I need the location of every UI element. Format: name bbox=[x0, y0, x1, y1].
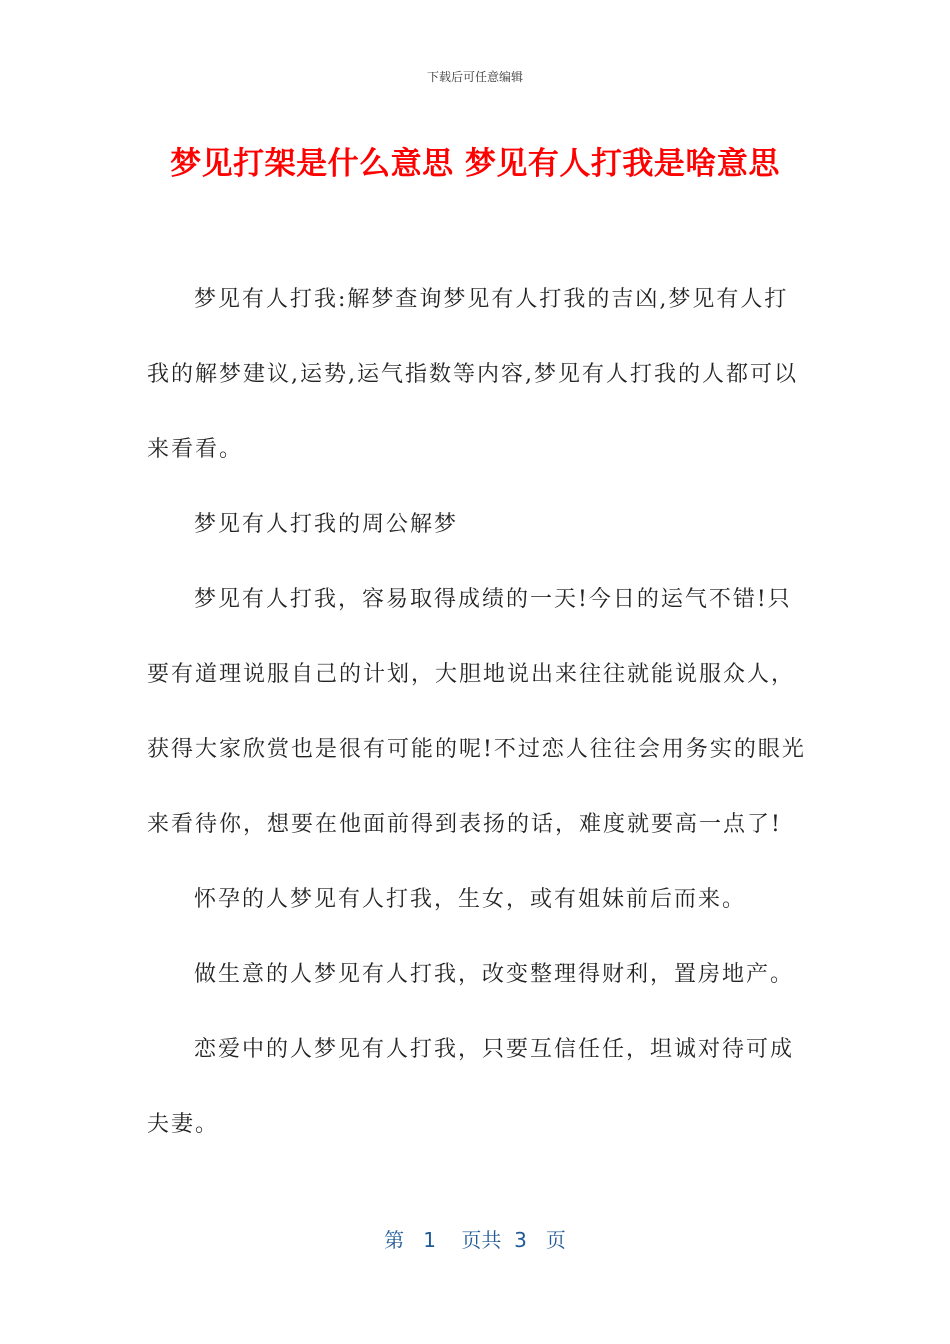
page-mid: 页共 bbox=[461, 1228, 502, 1252]
paragraph-pregnant: 怀孕的人梦见有人打我，生女，或有姐妹前后而来。 bbox=[194, 887, 747, 912]
page-prefix: 第 bbox=[384, 1228, 405, 1252]
page-suffix: 页 bbox=[545, 1228, 566, 1252]
paragraph-business: 做生意的人梦见有人打我，改变整理得财利，置房地产。 bbox=[194, 962, 795, 987]
current-page-number: 1 bbox=[423, 1228, 436, 1252]
paragraph-intro: 梦见有人打我:解梦查询梦见有人打我的吉凶,梦见有人打我的解梦建议,运势,运气指数等内容,梦见有人打我的人都可以来看看。 bbox=[147, 287, 798, 462]
total-pages-number: 3 bbox=[514, 1228, 527, 1252]
page-footer bbox=[0, 1224, 950, 1253]
document-body bbox=[147, 262, 807, 1162]
paragraph-subheading: 梦见有人打我的周公解梦 bbox=[194, 512, 459, 537]
paragraph-interpretation: 梦见有人打我，容易取得成绩的一天!今日的运气不错!只要有道理说服自己的计划，大胆地说出来往往就能说服众人，获得大家欣赏也是很有可能的呢!不过恋人往往会用务实的眼光来看待你，想要在他面前得到表扬的话，难度就要高一点了! bbox=[147, 587, 806, 837]
header-note: 下载后可任意编辑 bbox=[426, 70, 523, 84]
document-title: 梦见打架是什么意思 梦见有人打我是啥意思 bbox=[170, 146, 780, 182]
paragraph-love: 恋爱中的人梦见有人打我，只要互信任任，坦诚对待可成夫妻。 bbox=[147, 1037, 795, 1137]
